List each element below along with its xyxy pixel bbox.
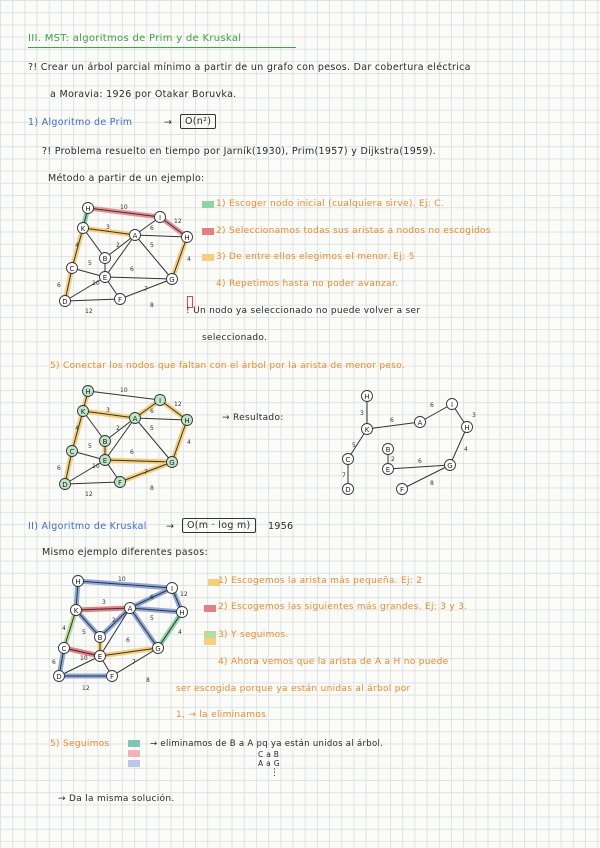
prim-step-2: 2) Seleccionamos todas sus aristas a nodos no escogidos bbox=[216, 226, 491, 236]
svg-text:3: 3 bbox=[472, 412, 476, 419]
k-swatch-green-1 bbox=[204, 631, 216, 638]
result-label: → Resultado: bbox=[222, 413, 284, 423]
svg-text:7: 7 bbox=[132, 659, 136, 666]
svg-text:D: D bbox=[345, 486, 351, 494]
svg-text:8: 8 bbox=[430, 480, 434, 487]
swatch-green bbox=[202, 201, 214, 208]
svg-text:5: 5 bbox=[352, 442, 356, 449]
kruskal-same-example: Mismo ejemplo diferentes pasos: bbox=[42, 547, 208, 558]
svg-text:4: 4 bbox=[187, 439, 191, 446]
svg-text:12: 12 bbox=[85, 491, 93, 498]
svg-text:6: 6 bbox=[57, 282, 61, 289]
k-swatch-red bbox=[204, 605, 216, 612]
svg-text:7: 7 bbox=[144, 469, 148, 476]
svg-text:5: 5 bbox=[150, 242, 154, 249]
svg-text:F: F bbox=[117, 296, 123, 304]
prim-step-1: 1) Escoger nodo inicial (cualquiera sirve). Ej: C. bbox=[216, 199, 444, 209]
svg-text:H: H bbox=[184, 417, 190, 425]
prim-heading: 1) Algoritmo de Prim bbox=[28, 117, 133, 128]
swatch-yellow bbox=[202, 254, 214, 261]
svg-text:5: 5 bbox=[150, 425, 154, 432]
svg-text:F: F bbox=[109, 673, 115, 681]
graph-prim-example bbox=[50, 195, 200, 315]
svg-text:5: 5 bbox=[88, 260, 92, 267]
result-tree bbox=[330, 385, 490, 500]
prim-step-3: 3) De entre ellos elegimos el menor. Ej: 5 bbox=[216, 252, 415, 262]
kruskal-step-4a: 4) Ahora vemos que la arista de A a H no puede bbox=[218, 657, 449, 667]
svg-text:I: I bbox=[170, 585, 174, 593]
svg-text:D: D bbox=[62, 481, 68, 489]
kruskal-final: → Da la misma solución. bbox=[58, 794, 175, 804]
k-swatch-teal bbox=[128, 740, 140, 747]
kruskal-arrow: → bbox=[166, 521, 175, 532]
intro-line-2: a Moravia: 1926 por Otakar Boruvka. bbox=[50, 89, 237, 100]
kruskal-sub-2: A a G bbox=[258, 759, 280, 768]
k-swatch-lightblue bbox=[128, 760, 140, 767]
svg-text:H: H bbox=[85, 388, 91, 396]
svg-text:5: 5 bbox=[82, 629, 86, 636]
svg-text:6: 6 bbox=[150, 225, 154, 232]
svg-text:G: G bbox=[447, 462, 453, 470]
prim-method: Método a partir de un ejemplo: bbox=[48, 173, 205, 184]
svg-text:G: G bbox=[169, 459, 175, 467]
svg-text:K: K bbox=[364, 426, 370, 434]
svg-text:8: 8 bbox=[150, 302, 154, 309]
svg-text:5: 5 bbox=[150, 615, 154, 622]
svg-text:H: H bbox=[75, 578, 81, 586]
swatch-red bbox=[202, 228, 214, 235]
svg-text:12: 12 bbox=[82, 685, 90, 692]
svg-text:10: 10 bbox=[120, 387, 128, 394]
svg-text:2: 2 bbox=[116, 425, 120, 432]
svg-text:6: 6 bbox=[130, 449, 134, 456]
kruskal-dots: ⋮ bbox=[270, 768, 280, 778]
svg-text:D: D bbox=[62, 298, 68, 306]
svg-text:2: 2 bbox=[116, 242, 120, 249]
svg-text:E: E bbox=[385, 466, 391, 474]
k-swatch-green-2 bbox=[204, 638, 216, 645]
svg-text:H: H bbox=[364, 393, 370, 401]
svg-text:10: 10 bbox=[80, 655, 88, 662]
svg-text:6: 6 bbox=[150, 408, 154, 415]
svg-text:6: 6 bbox=[150, 594, 154, 601]
svg-text:F: F bbox=[117, 479, 123, 487]
svg-text:6: 6 bbox=[52, 659, 56, 666]
svg-text:C: C bbox=[69, 448, 75, 456]
svg-text:I: I bbox=[158, 397, 162, 405]
svg-text:10: 10 bbox=[118, 576, 126, 583]
svg-text:3: 3 bbox=[106, 407, 110, 414]
prim-step-5: 5) Conectar los nodos que faltan con el árbol por la arista de menor peso. bbox=[50, 361, 406, 371]
prim-warning-a: ! Un nodo ya seleccionado no puede volver a ser bbox=[186, 306, 421, 316]
svg-text:4: 4 bbox=[75, 242, 79, 249]
svg-text:E: E bbox=[97, 653, 103, 661]
svg-text:12: 12 bbox=[180, 591, 188, 598]
svg-text:7: 7 bbox=[342, 472, 346, 479]
svg-text:A: A bbox=[417, 419, 423, 427]
svg-text:2: 2 bbox=[391, 456, 395, 463]
svg-text:A: A bbox=[127, 605, 133, 613]
svg-text:12: 12 bbox=[85, 308, 93, 315]
svg-text:E: E bbox=[102, 274, 108, 282]
svg-text:K: K bbox=[73, 607, 79, 615]
graph-prim-complete bbox=[50, 378, 200, 498]
svg-text:C: C bbox=[345, 456, 351, 464]
k-swatch-lightred bbox=[128, 750, 140, 757]
svg-text:4: 4 bbox=[187, 256, 191, 263]
svg-text:2: 2 bbox=[112, 617, 116, 624]
svg-text:12: 12 bbox=[174, 401, 182, 408]
svg-text:G: G bbox=[155, 645, 161, 653]
svg-text:A: A bbox=[132, 415, 138, 423]
svg-text:6: 6 bbox=[390, 417, 394, 424]
svg-text:8: 8 bbox=[146, 677, 150, 684]
svg-text:10: 10 bbox=[120, 204, 128, 211]
svg-text:H: H bbox=[464, 424, 470, 432]
svg-text:4: 4 bbox=[75, 425, 79, 432]
svg-text:C: C bbox=[69, 265, 75, 273]
svg-text:H: H bbox=[85, 205, 91, 213]
svg-text:B: B bbox=[385, 446, 391, 454]
svg-text:B: B bbox=[97, 634, 103, 642]
svg-text:4: 4 bbox=[62, 625, 66, 632]
svg-text:I: I bbox=[450, 401, 454, 409]
kruskal-complexity: O(m · log m) bbox=[182, 518, 256, 533]
svg-text:10: 10 bbox=[92, 463, 100, 470]
svg-text:8: 8 bbox=[150, 485, 154, 492]
svg-text:H: H bbox=[184, 234, 190, 242]
svg-text:H: H bbox=[179, 609, 185, 617]
svg-text:4: 4 bbox=[178, 629, 182, 636]
svg-text:G: G bbox=[169, 276, 175, 284]
graph-kruskal bbox=[50, 572, 200, 692]
page-title: III. MST: algoritmos de Prim y de Kruskal bbox=[28, 33, 242, 44]
prim-arrow: → bbox=[164, 117, 173, 128]
svg-text:E: E bbox=[102, 457, 108, 465]
svg-text:6: 6 bbox=[430, 402, 434, 409]
kruskal-step-4c: 1, → la eliminamos bbox=[176, 710, 267, 720]
svg-text:D: D bbox=[56, 673, 62, 681]
kruskal-step-3: 3) Y seguimos. bbox=[218, 630, 289, 640]
kruskal-sub-1: C a B bbox=[258, 750, 280, 759]
svg-text:I: I bbox=[158, 214, 162, 222]
kruskal-step-5: 5) Seguimos bbox=[50, 739, 110, 749]
prim-warning-b: seleccionado. bbox=[202, 333, 268, 343]
svg-text:5: 5 bbox=[88, 443, 92, 450]
kruskal-step-4b: ser escogida porque ya están unidas al árbol por bbox=[176, 684, 411, 694]
svg-text:4: 4 bbox=[464, 446, 468, 453]
kruskal-step-5-right: → eliminamos de B a A pq ya están unidos al árbol. bbox=[150, 739, 384, 749]
svg-text:F: F bbox=[399, 486, 405, 494]
svg-text:6: 6 bbox=[130, 266, 134, 273]
svg-text:K: K bbox=[80, 225, 86, 233]
svg-text:B: B bbox=[102, 255, 108, 263]
svg-text:3: 3 bbox=[106, 224, 110, 231]
svg-text:6: 6 bbox=[418, 458, 422, 465]
intro-line-1: ?! Crear un árbol parcial mínimo a partir de un grafo con pesos. Dar cobertura eléctrica bbox=[28, 62, 471, 73]
svg-text:C: C bbox=[61, 645, 67, 653]
svg-text:12: 12 bbox=[174, 218, 182, 225]
prim-complexity: O(n²) bbox=[180, 114, 216, 129]
svg-text:3: 3 bbox=[360, 410, 364, 417]
kruskal-heading: II) Algoritmo de Kruskal bbox=[28, 521, 147, 532]
prim-step-4: 4) Repetimos hasta no poder avanzar. bbox=[216, 279, 399, 289]
svg-text:3: 3 bbox=[102, 599, 106, 606]
svg-text:B: B bbox=[102, 438, 108, 446]
svg-text:7: 7 bbox=[144, 286, 148, 293]
svg-text:A: A bbox=[132, 232, 138, 240]
kruskal-step-2: 2) Escogemos las siguientes más grandes. Ej: 3 y 3. bbox=[218, 602, 468, 612]
title-underline bbox=[28, 47, 296, 48]
kruskal-year: 1956 bbox=[268, 521, 294, 532]
svg-text:6: 6 bbox=[126, 637, 130, 644]
svg-text:K: K bbox=[80, 408, 86, 416]
kruskal-step-1: 1) Escogemos la arista más pequeña. Ej: 2 bbox=[218, 576, 423, 586]
prim-problem: ?! Problema resuelto en tiempo por Jarník(1930), Prim(1957) y Dijkstra(1959). bbox=[42, 146, 437, 157]
svg-text:10: 10 bbox=[92, 280, 100, 287]
svg-text:6: 6 bbox=[57, 465, 61, 472]
